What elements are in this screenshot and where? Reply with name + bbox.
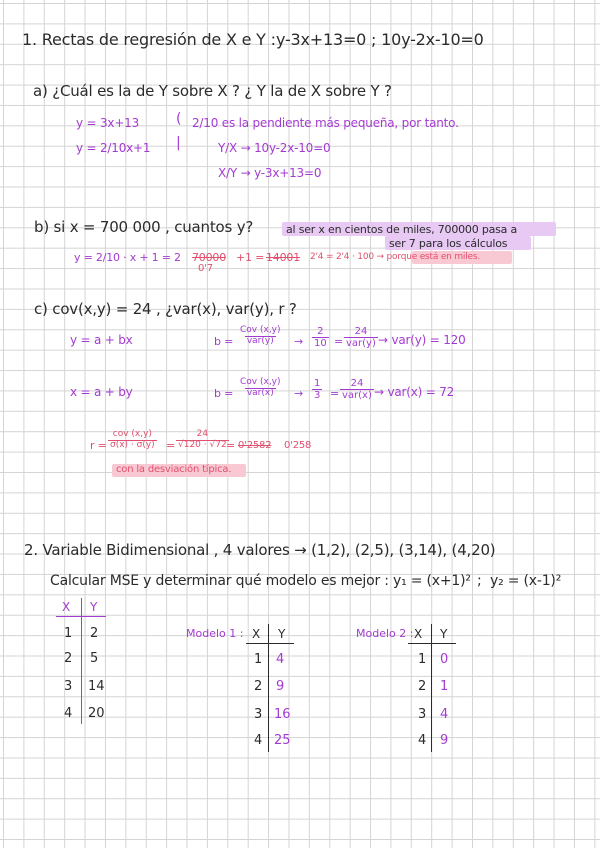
c-r-frac — [108, 430, 157, 451]
data-row-2-y: 5 — [90, 651, 99, 666]
model2-row-3-x: 3 — [418, 707, 427, 722]
model2-row-2-y: 1 — [440, 679, 449, 694]
model2-header-y: Y — [440, 627, 448, 641]
c-b1-lhs: b = — [214, 335, 234, 348]
b-calc-seven: 0'7 — [198, 263, 213, 274]
problem2-title: 2. Variable Bidimensional , 4 valores → (1,2), (2,5), (3,14), (4,20) — [24, 541, 496, 559]
c-b1-num: Cov (x,y) — [240, 325, 281, 335]
model1-label: Modelo 1 : — [186, 627, 244, 640]
model1-row-1-y: 4 — [276, 652, 285, 667]
c-b2-lhs: b = — [214, 387, 234, 400]
c-r-lhs: r = — [90, 439, 107, 452]
model2-row-1-x: 1 — [418, 652, 427, 667]
c-x-eq: x = a + by — [70, 385, 133, 399]
c-b2-eq: = — [330, 387, 340, 400]
data-table-vline — [81, 598, 82, 724]
model1-row-4-x: 4 — [254, 733, 263, 748]
data-row-1-y: 2 — [90, 626, 99, 641]
formula-separator: ; — [477, 573, 482, 589]
model1-table-vline — [268, 624, 269, 752]
question-b: b) si x = 700 000 , cuantos y? — [34, 218, 254, 236]
data-header-y: Y — [90, 600, 98, 614]
model2-row-4-x: 4 — [418, 733, 427, 748]
model2-table-vline — [431, 624, 432, 752]
data-row-4-x: 4 — [64, 706, 73, 721]
model1-table-hline — [246, 643, 294, 644]
c-r-frac-2 — [176, 430, 229, 451]
c-r-eq: = — [166, 439, 176, 452]
model2-row-2-x: 2 — [418, 679, 427, 694]
c-b1-arrow: → — [294, 335, 304, 348]
model1-row-3-x: 3 — [254, 707, 263, 722]
a-eq-2: y = 2/10x+1 — [76, 141, 151, 155]
c-b2-den-2: 3 — [314, 390, 321, 401]
model2-label: Modelo 2 : — [356, 627, 414, 640]
c-r-den: σ(x) · σ(y) — [110, 439, 155, 450]
c-r-struck: 0'2582 — [238, 440, 272, 451]
model1-row-4-y: 25 — [274, 733, 291, 748]
a-xy: X/Y → y-3x+13=0 — [218, 166, 322, 180]
model2-header-x: X — [414, 627, 423, 641]
model2-formula: y₂ = (x-1)² — [490, 573, 562, 589]
model1-formula: y₁ = (x+1)² — [393, 573, 471, 589]
b-note-1: al ser x en cientos de miles, 700000 pasa a — [286, 223, 518, 236]
b-calc-a: y = 2/10 · x + 1 = 2 — [74, 251, 181, 264]
c-b2-frac — [238, 378, 283, 399]
c-b1-num-2: 2 — [317, 326, 324, 337]
c-b2-result: → var(x) = 72 — [374, 385, 455, 399]
problem1-equations: y-3x+13=0 ; 10y-2x-10=0 — [276, 30, 484, 49]
b-calc-b: +1 = — [236, 251, 265, 264]
c-b2-num-2: 1 — [314, 378, 321, 389]
c-r-note: con la desviación típica. — [116, 464, 232, 475]
problem1-title: 1. Rectas de regresión de X e Y : — [22, 30, 276, 49]
c-r-den-2: √120 · √72 — [178, 439, 227, 450]
model2-row-1-y: 0 — [440, 652, 449, 667]
c-r-num: cov (x,y) — [112, 429, 152, 439]
c-b1-den-3: var(y) — [346, 338, 376, 349]
a-note: 2/10 es la pendiente más pequeña, por tanto. — [192, 116, 459, 130]
a-brace: ( — [176, 111, 182, 127]
b-calc-struck: 70000 — [192, 251, 226, 264]
c-r-result: 0'258 — [284, 440, 312, 451]
problem2-question: Calcular MSE y determinar qué modelo es mejor : — [50, 573, 389, 589]
b-note-2: ser 7 para los cálculos — [389, 237, 508, 250]
b-calc-struck-2: 14001 — [266, 251, 300, 264]
c-b2-frac-2 — [312, 378, 322, 401]
c-r-num-2: 24 — [196, 429, 209, 439]
model2-row-4-y: 9 — [440, 733, 449, 748]
c-b1-frac-2 — [312, 326, 329, 349]
model1-row-2-x: 2 — [254, 679, 263, 694]
c-b1-den: var(y) — [246, 335, 274, 346]
c-b1-eq: = — [334, 335, 344, 348]
model2-table-hline — [408, 643, 456, 644]
model2-row-3-y: 4 — [440, 707, 449, 722]
c-y-eq: y = a + bx — [70, 333, 133, 347]
c-b2-num: Cov (x,y) — [240, 377, 281, 387]
c-b1-num-3: 24 — [354, 326, 368, 337]
c-b1-frac — [238, 326, 283, 347]
data-row-3-y: 14 — [88, 679, 105, 694]
c-b1-den-2: 10 — [314, 338, 327, 349]
c-b2-num-3: 24 — [350, 378, 364, 389]
c-b1-result: → var(y) = 120 — [378, 333, 466, 347]
c-b2-frac-3 — [340, 378, 374, 401]
a-yx: Y/X → 10y-2x-10=0 — [218, 141, 331, 155]
c-b2-den-3: var(x) — [342, 390, 372, 401]
data-header-x: X — [62, 600, 71, 614]
b-calc-c: 2'4 = 2'4 · 100 → porque está en miles. — [310, 252, 481, 262]
a-brace-2: | — [176, 135, 181, 151]
c-b2-arrow: → — [294, 387, 304, 400]
a-eq-1: y = 3x+13 — [76, 116, 140, 130]
model1-row-2-y: 9 — [276, 679, 285, 694]
data-row-2-x: 2 — [64, 651, 73, 666]
c-b2-den: var(x) — [246, 387, 274, 398]
model1-row-1-x: 1 — [254, 652, 263, 667]
question-c: c) cov(x,y) = 24 , ¿var(x), var(y), r ? — [34, 300, 297, 318]
model1-header-x: X — [252, 627, 261, 641]
data-row-3-x: 3 — [64, 679, 73, 694]
model1-row-3-y: 16 — [274, 707, 291, 722]
question-a: a) ¿Cuál es la de Y sobre X ? ¿ Y la de X sobre Y ? — [33, 82, 392, 100]
c-r-eq-2: = — [226, 439, 236, 452]
data-row-4-y: 20 — [88, 706, 105, 721]
model1-header-y: Y — [278, 627, 286, 641]
data-row-1-x: 1 — [64, 626, 73, 641]
c-b1-frac-3 — [344, 326, 378, 349]
